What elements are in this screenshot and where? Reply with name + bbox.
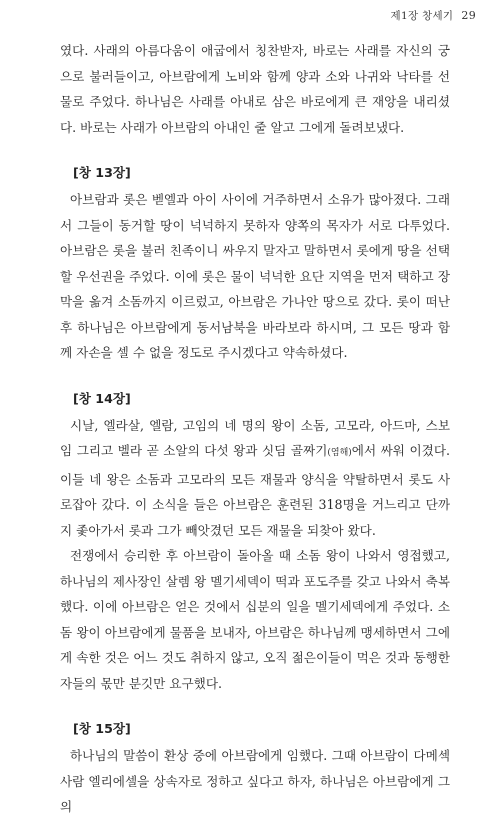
chapter-14-paragraph-2: 전쟁에서 승리한 후 아브람이 돌아올 때 소돔 왕이 나와서 영접했고, 하나님의 제사장인 살렘 왕 멜기세덱이 떡과 포도주를 갖고 나와서 축복했다. 이에 아브람은 얻은 것에서 십분의 일을 멜기세덱에게 주었다. 소돔 왕이 아브람에게 물품을 보내자, 아브람은 하나님께 맹세하면서 그에게 속한 것은 어느 것도 취하지 않고, 오직 젊은이들이 먹은 것과 동행한 자들의 몫만 분깃만 요구했다.: [60, 548, 450, 691]
chapter-label: 제1장 창세기: [390, 10, 454, 22]
running-head: [391, 8, 476, 23]
body-text: [60, 38, 450, 820]
paragraph-continued: 였다. 사래의 아름다움이 애굽에서 칭찬받자, 바로는 사래를 자신의 궁으로 불러들이고, 아브람에게 노비와 함께 양과 소와 나귀와 낙타를 선물로 주었다. 하나님은 사래를 아내로 삼은 바로에게 큰 재앙을 내리셨다. 바로는 사래가 아브람의 아내인 줄 알고 그에게 돌려보냈다.: [60, 43, 450, 135]
chapter-14-paragraph-1: [60, 413, 450, 544]
chapter-13-heading: [창 13장]: [73, 165, 131, 180]
chapter-14-heading: [창 14장]: [73, 390, 131, 406]
chapter-15-paragraph: 하나님의 말씀이 환상 중에 아브람에게 임했다. 그때 아브람이 다메섹 사람 엘리에셀을 상속자로 정하고 싶다고 하자, 하나님은 아브람에게 그의: [60, 748, 450, 814]
chapter-14-text-a: 시날, 엘라살, 엘람, 고임의 네 명의 왕이 소돔, 고모라, 아드마, 스보임 그리고 벨라 곧 소알의 다섯 왕과 싯딤 골짜기: [60, 417, 450, 458]
chapter-13-paragraph: 아브람과 롯은 벧엘과 아이 사이에 거주하면서 소유가 많아졌다. 그래서 그들이 동거할 땅이 넉넉하지 못하자 양쪽의 목자가 서로 다투었다. 아브람은 롯을 불러 친족이니 싸우지 말자고 말하면서 롯에게 땅을 선택할 우선권을 주었다. 이에 롯은 물이 넉넉한 요단 지역을 먼저 택하고 장막을 옮겨 소돔까지 이르렀고, 아브람은 가나안 땅으로 갔다. 롯이 떠난 후 하나님은 아브람에게 동서남북을 바라보라 하시며, 그 모든 땅과 함께 자손을 셀 수 없을 정도로 주시겠다고 약속하셨다.: [60, 192, 450, 360]
page-number: 29: [461, 9, 476, 22]
chapter-15-heading: [창 15장]: [73, 721, 131, 736]
hanja-annotation: (염해): [327, 448, 352, 458]
chapter-14-text-b: 에서 싸워 이겼다. 이들 네 왕은 소돔과 고모라의 모든 재물과 양식을 약탈하면서 롯도 사로잡아 갔다. 이 소식을 들은 아브람은 훈련된 318명을 거느리고 단까지 좇아가서 롯과 그가 빼앗겼던 모든 재물을 되찾아 왔다.: [60, 443, 450, 538]
